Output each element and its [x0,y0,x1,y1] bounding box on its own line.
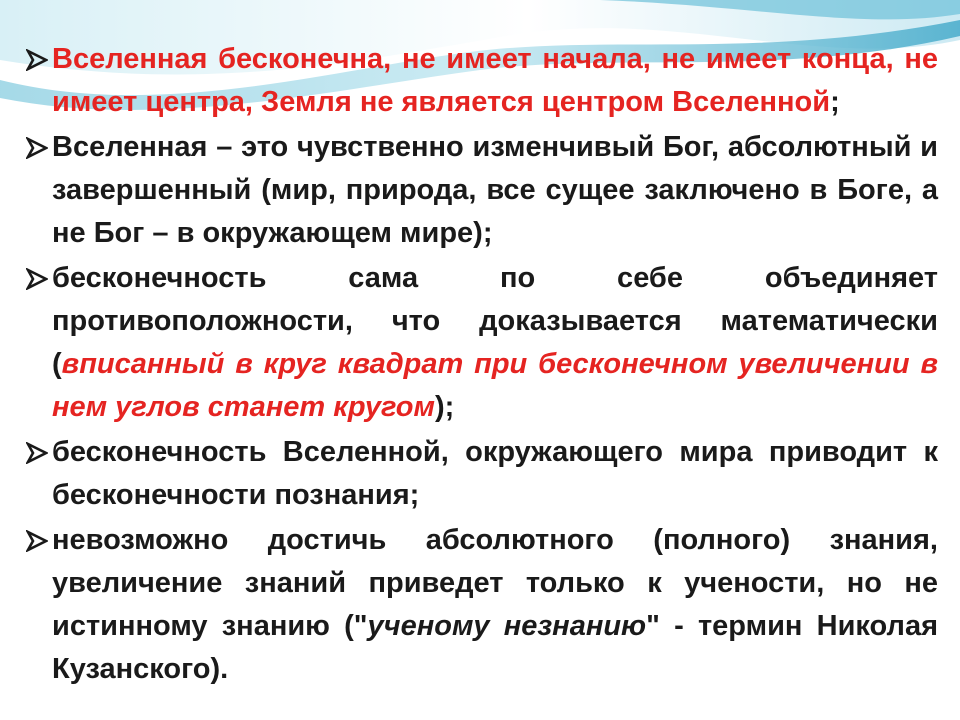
arrowhead-check-icon [24,257,52,300]
bullet-text-segment: ); [434,391,455,423]
bullet-item [24,519,938,691]
bullet-text-segment: невозможно достичь абсолютного (полного) знания, увеличение знаний приведет только к учености, но не истинному знанию (" [52,524,938,642]
bullet-text-segment: " - термин Николая Кузанского). [52,610,938,685]
arrowhead-check-icon [24,519,52,562]
bullet-item [24,431,938,517]
bullet-text-segment: Вселенная – это чувственно изменчивый Бог, абсолютный и завершенный (мир, природа, все сущее заключено в Боге, а не Бог – в окружающем мире); [52,131,938,249]
arrowhead-check-icon [24,431,52,474]
arrowhead-check-icon [24,126,52,169]
bullet-item [24,38,938,124]
bullet-text-segment: вписанный в круг квадрат при бесконечном увеличении в нем углов станет кругом [52,348,938,423]
bullet-text-segment: бесконечность Вселенной, окружающего мира приводит к бесконечности познания; [52,436,938,511]
bullet-list [24,38,938,693]
bullet-item [24,126,938,255]
bullet-text-segment: Вселенная бесконечна, не имеет начала, не имеет конца, не имеет центра, Земля не является центром Вселенной [52,43,938,118]
bullet-text-segment: бесконечность сама по себе объединяет противоположности, что доказывается математически ( [52,262,938,380]
bullet-text-segment: ученому незнанию [367,610,647,642]
bullet-text-segment: ; [830,86,840,118]
bullet-item [24,257,938,429]
arrowhead-check-icon [24,38,52,81]
